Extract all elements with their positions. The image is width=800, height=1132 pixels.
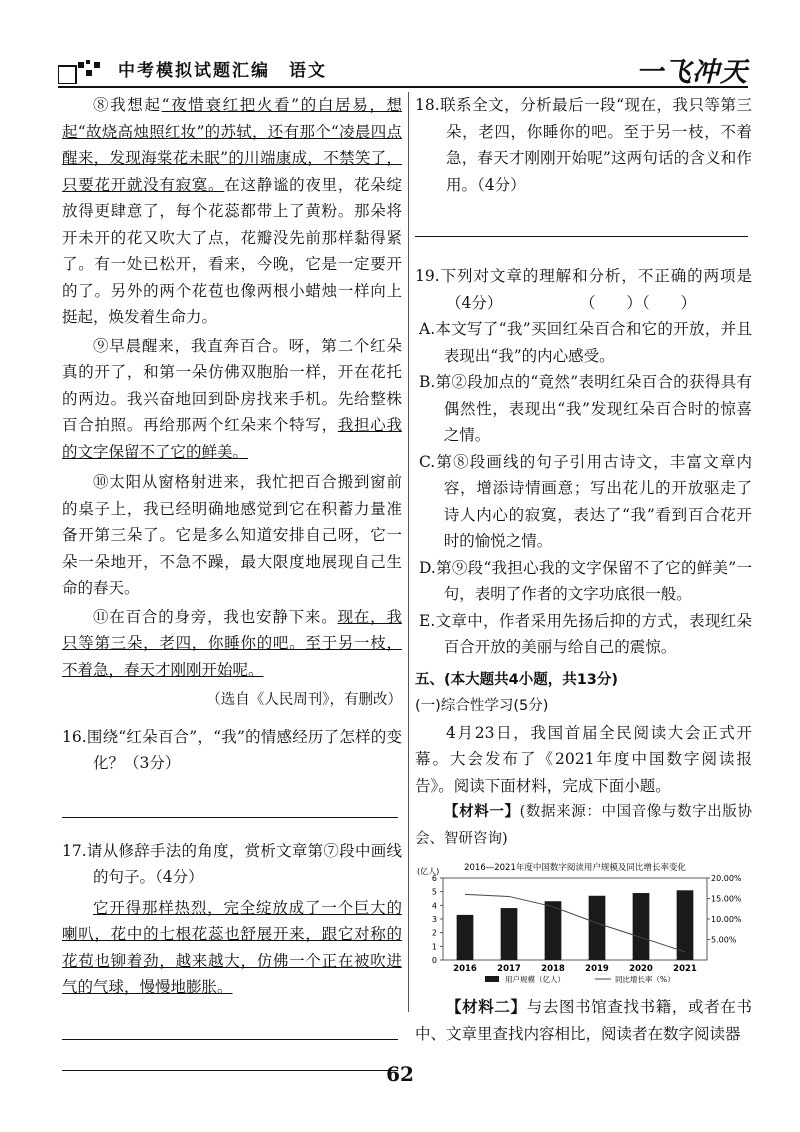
- chart-plot-frame: [443, 878, 707, 960]
- option-a: A.本文写了“我”买回红朵百合和它的开放，并且表现出“我”的内心感受。: [419, 320, 752, 365]
- y-tick-label: 4: [431, 901, 437, 911]
- y-tick-label: 2: [431, 928, 437, 938]
- material-2-label: 【材料二】: [446, 997, 527, 1016]
- paragraph-8: [62, 92, 402, 331]
- bar-2020: [633, 893, 650, 960]
- question-17: 17.请从修辞手法的角度，赏析文章第⑦段中画线的句子。（4分）: [62, 841, 402, 886]
- chart-container: [415, 860, 752, 990]
- header-title: 中考模拟试题汇编 语文: [118, 61, 327, 81]
- column-separator: [408, 92, 409, 1012]
- p11-text: ⑪在百合的身旁，我也安静下来。: [93, 607, 338, 626]
- x-tick-label: 2020: [629, 964, 653, 974]
- material-1: [415, 799, 752, 852]
- question-19: 19.下列对文章的理解和分析，不正确的两项是（4分） （ ）（ ）: [415, 267, 752, 312]
- material-2: [415, 994, 752, 1047]
- q17-quote: 它开得那样热烈，完全绽放成了一个巨大的喇叭，花中的七根花蕊也舒展开来，跟它对称的花苞也铆着劲，越来越大，仿佛一个正在被吹进气的气球，慢慢地膨胀。: [62, 898, 402, 996]
- x-tick-label: 2016: [453, 964, 477, 974]
- bar-2019: [589, 896, 606, 960]
- option-c: C.第⑧段画线的句子引用古诗文，丰富文章内容，增添诗情画意；写出花儿的开放驱走了诗人内心的寂寞，表达了“我”看到百合花开时的愉悦之情。: [419, 452, 752, 550]
- paragraph-9: [62, 333, 402, 466]
- header-rule: [58, 86, 748, 88]
- material-1-label: 【材料一】: [444, 803, 520, 820]
- x-tick-label: 2021: [673, 964, 697, 974]
- header-brand: 一飞冲天: [636, 57, 748, 88]
- legend-bar-swatch: [485, 976, 499, 982]
- legend-bar-label: 用户规模（亿人）: [505, 975, 565, 984]
- paragraph-10: ⑩太阳从窗格射进来，我忙把百合搬到窗前的桌子上，我已经明确地感觉到它在积蓄力量准备开第三朵了。它是多么知道安排自己呀，它一朵一朵地开，不急不躁，最大限度地展现自己生命的春天。: [62, 473, 402, 597]
- y-tick-label: 1: [431, 942, 437, 952]
- bar-2017: [501, 908, 518, 960]
- section-5-heading: 五、(本大题共4小题，共13分): [415, 671, 619, 688]
- y-tick-label: 3: [431, 915, 437, 924]
- material-2-text: 与去图书馆查找书籍，或者在书中、文章里查找内容相比，阅读者在数字阅读器: [415, 998, 752, 1043]
- left-column: [62, 92, 402, 1071]
- chart-ylabel: (亿人): [417, 867, 440, 876]
- bar-2016: [457, 915, 474, 960]
- material-1-source: (数据来源：中国音像与数字出版协会、智研咨询): [415, 804, 753, 847]
- paragraph-11: [62, 604, 402, 684]
- y-tick-label: 5: [431, 887, 437, 897]
- y2-tick-label: 20.00%: [711, 874, 742, 883]
- y-tick-label: 6: [431, 874, 437, 883]
- answer-line-18[interactable]: [415, 206, 748, 237]
- p8-text-2: 在这静谧的夜里，花朵绽放得更肆意了，每个花蕊都带上了黄粉。那朵将开未开的花又吹大了点，花瓣没先前那样黏得紧了。有一处已松开，看来，今晚，它是一定要开的了。另外的两个花苞也像两根小蜡烛一样向上挺起，焕发着生命力。: [62, 175, 402, 326]
- answer-line-17a[interactable]: [62, 1009, 398, 1040]
- question-18: 18.联系全文，分析最后一段“现在，我只等第三朵，老四，你睡你的吧。至于另一枝，不着急，春天才刚刚开始呢”这两句话的含义和作用。（4分）: [415, 96, 752, 194]
- p8-underlined: “夜惜衰红把火看”的白居易，想起“故烧高烛照红妆”的苏轼，还有那个“凌晨四点醒来，发现海棠花未眠”的川端康成，不禁笑了，只要花开就没有寂寞。: [62, 96, 402, 194]
- x-tick-label: 2017: [497, 964, 521, 974]
- y-tick-label: 0: [431, 956, 437, 965]
- subsection-heading: (一)综合性学习(5分): [415, 698, 549, 714]
- p11-underlined: 现在，我只等第三朵，老四，你睡你的吧。至于另一枝，不着急，春天才刚刚开始呢。: [62, 607, 402, 679]
- source-note: （选自《人民周刊》，有删改）: [206, 692, 402, 708]
- question-16: 16.围绕“红朵百合”，“我”的情感经历了怎样的变化？（3分）: [62, 727, 402, 772]
- p8-text: ⑧我想起: [93, 96, 162, 114]
- growth-rate-line: [465, 894, 685, 951]
- right-column: [415, 92, 752, 1047]
- p9-underlined: 我担心我的文字保留不了它的鲜美。: [62, 416, 402, 461]
- answer-line-16[interactable]: [62, 787, 398, 818]
- option-e: E.文章中，作者采用先扬后抑的方式，表现红朵百合开放的美丽与给自己的震惊。: [419, 611, 752, 656]
- option-d: D.第⑨段“我担心我的文字保留不了它的鲜美”一句，表明了作者的文字功底很一般。: [419, 558, 752, 603]
- p9-text: ⑨早晨醒来，我直奔百合。呀，第二个红朵真的开了，和第一朵仿佛双胞胎一样，开在花托的两边。我兴奋地回到卧房找来手机。先给整株百合拍照。再给那两个红朵来个特写，: [62, 336, 402, 434]
- bar-2018: [545, 901, 562, 960]
- y2-tick-label: 5.00%: [711, 935, 737, 945]
- y2-tick-label: 15.00%: [711, 894, 742, 904]
- page-number: 62: [386, 1062, 414, 1086]
- legend-line-label: 同比增长率（%）: [615, 975, 675, 984]
- chart-svg: [415, 860, 752, 990]
- chart-title: 2016—2021年度中国数字阅读用户规模及同比增长率变化: [464, 863, 686, 873]
- intro-text: 4月23日，我国首届全民阅读大会正式开幕。大会发布了《2021年度中国数字阅读报告》。阅读下面材料，完成下面小题。: [415, 723, 752, 795]
- header-decoration-icon: [58, 60, 102, 84]
- x-tick-label: 2019: [585, 964, 609, 974]
- x-tick-label: 2018: [541, 964, 565, 974]
- option-b: B.第②段加点的“竟然”表明红朵百合的获得具有偶然性，表现出“我”发现红朵百合时的惊喜之情。: [419, 373, 752, 444]
- y2-tick-label: 10.00%: [711, 915, 742, 924]
